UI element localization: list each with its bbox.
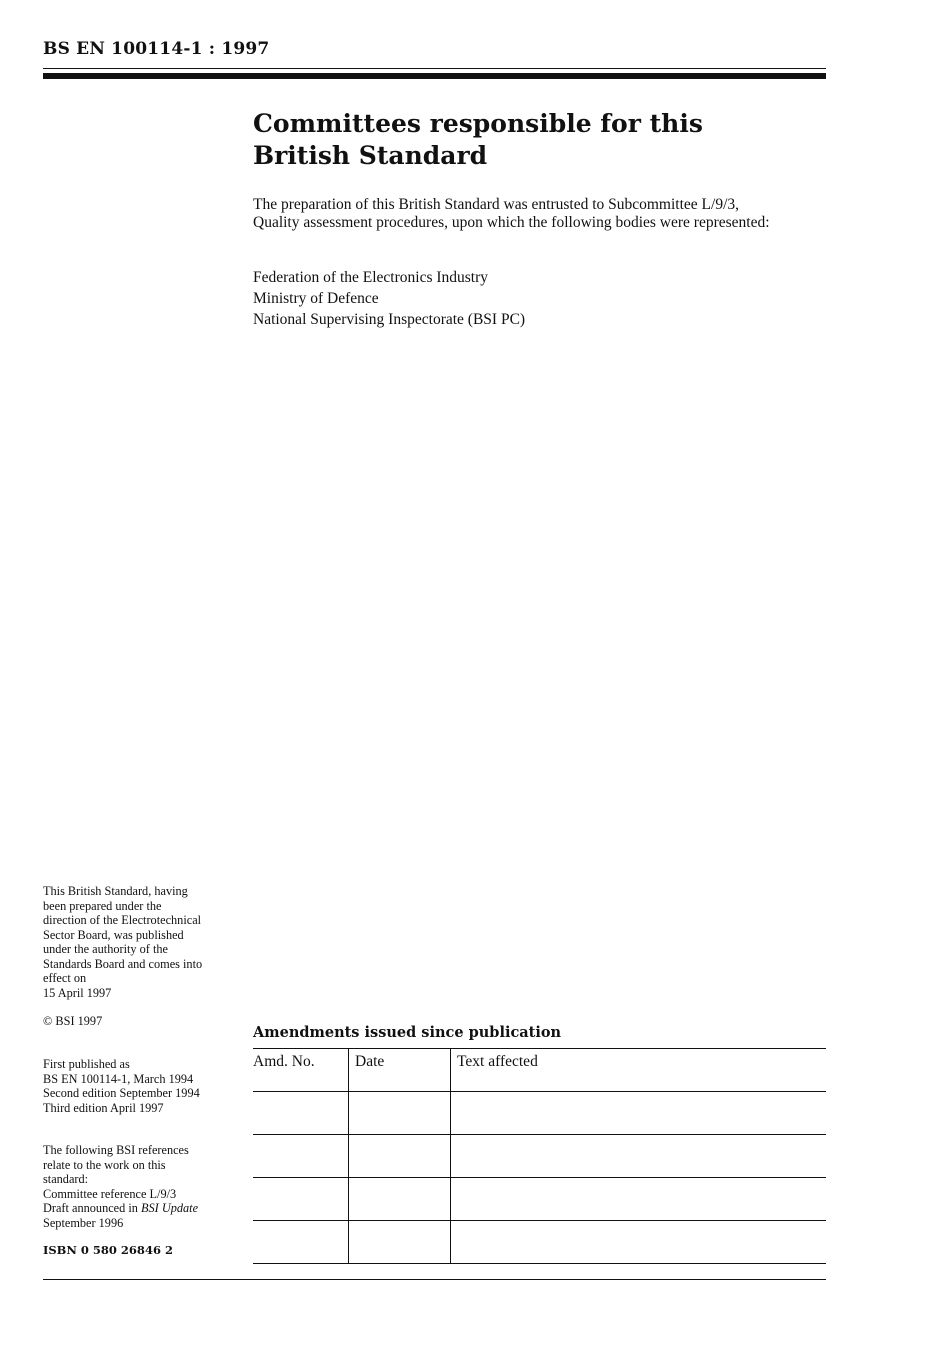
statement-line: under the authority of the xyxy=(43,942,168,956)
reference-line: Committee reference L/9/3 xyxy=(43,1186,177,1201)
body-item: Ministry of Defence xyxy=(253,290,379,307)
intro-paragraph xyxy=(253,196,833,232)
header-rule-thin xyxy=(43,68,826,69)
bsi-references xyxy=(43,1143,238,1230)
table-cell xyxy=(253,1178,349,1221)
body-item: Federation of the Electronics Industry xyxy=(253,269,489,286)
table-row xyxy=(253,1135,826,1178)
draft-prefix: Draft announced in xyxy=(43,1201,141,1215)
table-cell xyxy=(253,1221,349,1264)
reference-line: standard: xyxy=(43,1172,89,1186)
history-line: First published as xyxy=(43,1057,130,1071)
table-cell xyxy=(349,1221,451,1264)
statement-line: direction of the Electrotechnical xyxy=(43,913,202,927)
table-header-row xyxy=(253,1049,826,1092)
footer-rule xyxy=(43,1279,826,1280)
draft-date: September 1996 xyxy=(43,1215,124,1230)
body-item: National Supervising Inspectorate (BSI PC) xyxy=(253,311,526,328)
isbn: ISBN 0 580 26846 2 xyxy=(43,1243,173,1257)
statement-line: Sector Board, was published xyxy=(43,927,184,942)
publication-history xyxy=(43,1057,238,1115)
intro-line-2: Quality assessment procedures, upon which the following bodies were represented: xyxy=(253,214,770,231)
draft-publication: BSI Update xyxy=(141,1201,199,1215)
column-header-date: Date xyxy=(349,1049,451,1092)
document-reference: BS EN 100114-1 : 1997 xyxy=(43,39,270,59)
reference-line: relate to the work on this xyxy=(43,1157,166,1172)
statement-line: 15 April 1997 xyxy=(43,985,112,1000)
draft-announcement xyxy=(43,1201,238,1216)
table-cell xyxy=(349,1178,451,1221)
history-line: Third edition April 1997 xyxy=(43,1100,164,1115)
table-row xyxy=(253,1221,826,1264)
statement-line: Standards Board and comes into xyxy=(43,956,203,971)
column-header-amd-no: Amd. No. xyxy=(253,1049,349,1092)
publication-statement xyxy=(43,884,238,1000)
amendments-table xyxy=(253,1048,826,1264)
copyright-notice: © BSI 1997 xyxy=(43,1014,103,1028)
reference-line: The following BSI references xyxy=(43,1143,189,1157)
title-line-1: Committees responsible for this xyxy=(253,109,703,138)
intro-line-1: The preparation of this British Standard was entrusted to Subcommittee L/9/3, xyxy=(253,196,740,213)
header-rule-thick xyxy=(43,73,826,79)
represented-bodies-list xyxy=(253,267,813,330)
table-cell xyxy=(451,1221,827,1264)
table-cell xyxy=(451,1092,827,1135)
title-line-2: British Standard xyxy=(253,141,488,170)
table-cell xyxy=(253,1135,349,1178)
amendments-title: Amendments issued since publication xyxy=(253,1024,562,1041)
table-row xyxy=(253,1092,826,1135)
history-line: BS EN 100114-1, March 1994 xyxy=(43,1071,194,1086)
statement-line: been prepared under the xyxy=(43,898,162,913)
table-row xyxy=(253,1178,826,1221)
column-header-text-affected: Text affected xyxy=(451,1049,827,1092)
statement-line: This British Standard, having xyxy=(43,884,188,898)
page-title xyxy=(253,108,813,172)
table-cell xyxy=(349,1135,451,1178)
table-cell xyxy=(451,1135,827,1178)
table-cell xyxy=(349,1092,451,1135)
statement-line: effect on xyxy=(43,971,87,985)
table-cell xyxy=(451,1178,827,1221)
table-cell xyxy=(253,1092,349,1135)
history-line: Second edition September 1994 xyxy=(43,1086,200,1100)
